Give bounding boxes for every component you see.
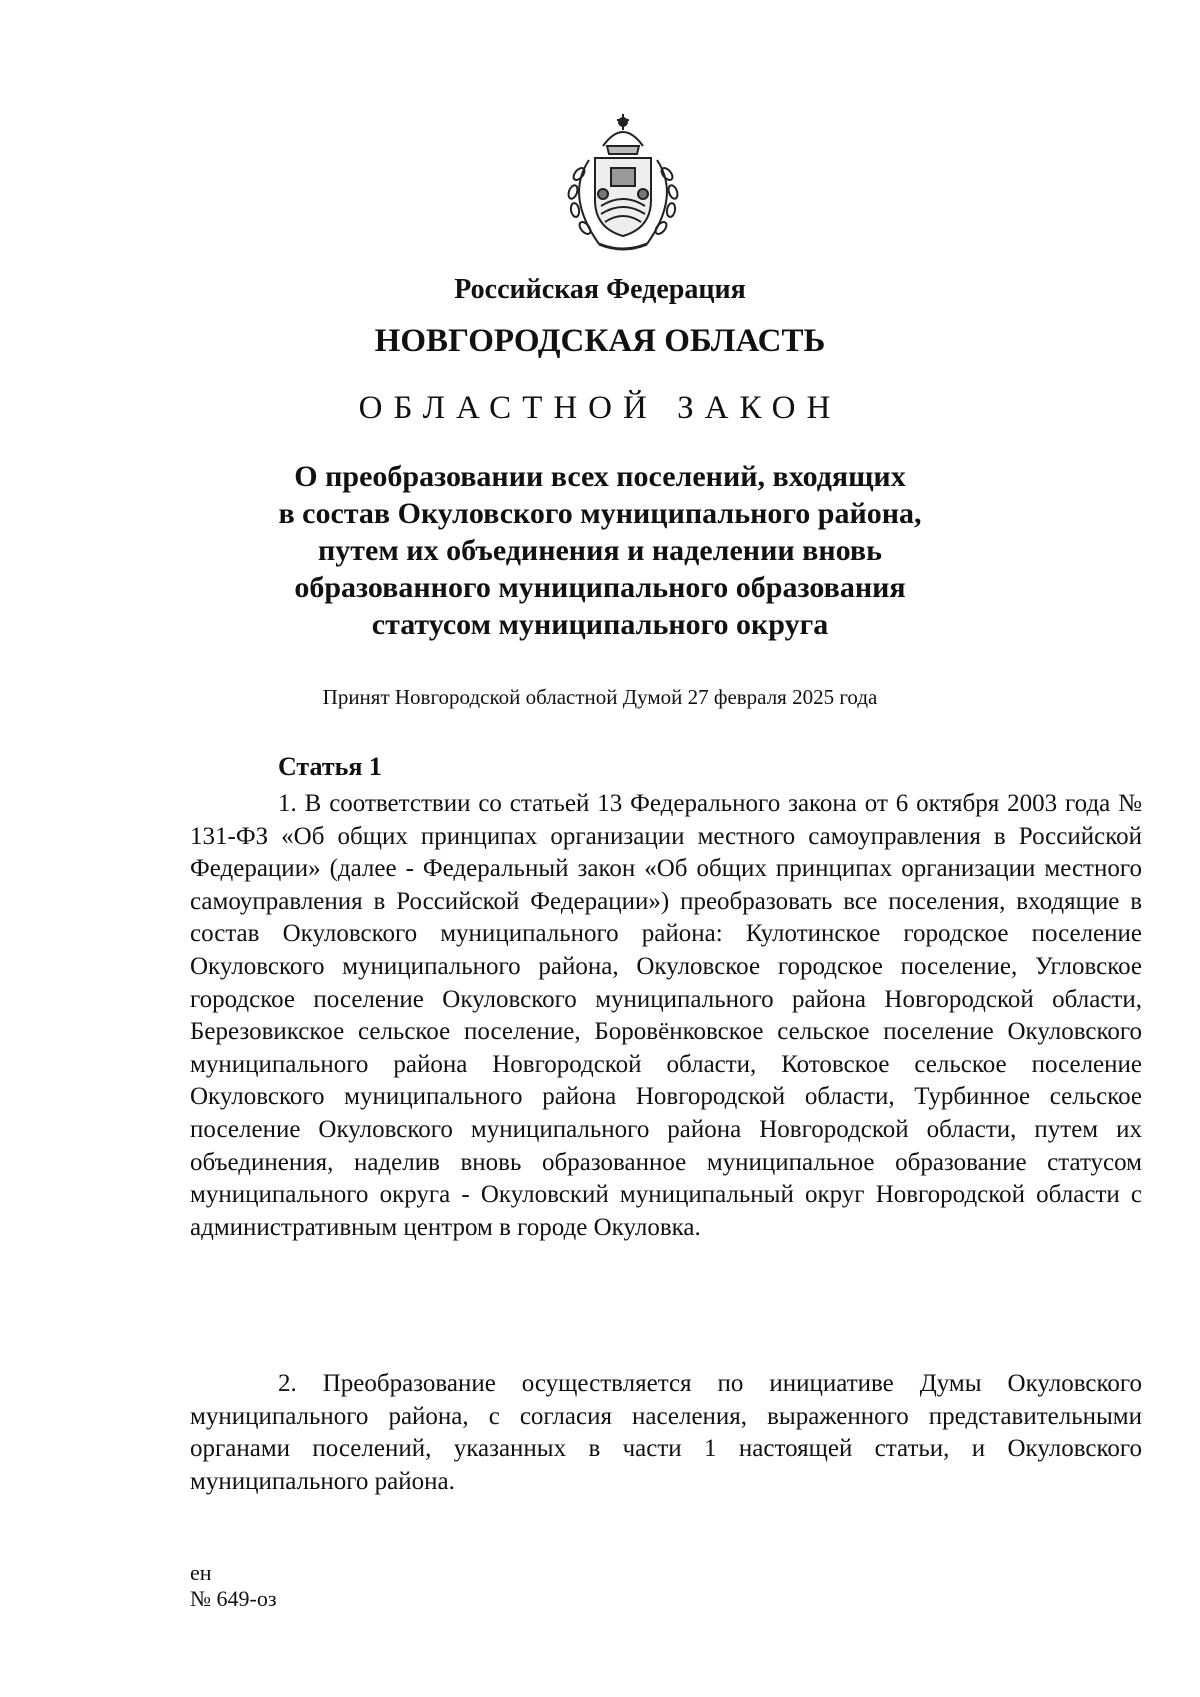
law-title <box>0 458 1200 643</box>
adoption-note: Принят Новгородской областной Думой 27 февраля 2025 года <box>322 685 878 709</box>
law-title-line: образованного муниципального образования <box>294 571 906 604</box>
law-title-line: в состав Окуловского муниципального района, <box>278 497 922 530</box>
coat-of-arms-emblem <box>551 108 696 258</box>
law-number: № 649-оз <box>190 1586 277 1611</box>
region-name: НОВГОРОДСКАЯ ОБЛАСТЬ <box>374 323 826 359</box>
law-type-heading: ОБЛАСТНОЙ ЗАКОН <box>358 390 842 426</box>
document-footer <box>190 1560 277 1612</box>
footer-initials: ен <box>190 1560 212 1585</box>
law-title-line: статусом муниципального округа <box>371 608 829 641</box>
article-paragraph-1 <box>190 788 1142 1244</box>
article-paragraph-2 <box>190 1368 1142 1498</box>
law-title-line: О преобразовании всех поселений, входящих <box>294 460 906 493</box>
law-title-line: путем их объединения и наделении вновь <box>318 534 882 567</box>
paragraph-text: 2. Преобразование осуществляется по инициативе Думы Окуловского муниципального района, с согласия населения, выраженного представительными органами поселений, указанных в части 1 настоящей статьи, и Окуловского муниципального района. <box>190 1370 1142 1495</box>
article-heading: Статья 1 <box>278 752 382 781</box>
federation-label: Российская Федерация <box>454 274 746 305</box>
paragraph-text: 1. В соответствии со статьей 13 Федерального закона от 6 октября 2003 года № 131-ФЗ «Об общих принципах организации местного самоуправления в Российской Федерации» (далее - Федеральный закон «Об общих принципах организации местного самоуправления в Российской Федерации») преобразовать все поселения, входящие в состав Окуловского муниципального района: Кулотинское городское поселение Окуловского муниципального района, Окуловское городское поселение, Угловское городское поселение Окуловского муниципального района Новгородской области, Березовикское сельское поселение, Боровёнковское сельское поселение Окуловского муниципального района Новгородской области, Котовское сельское поселение Окуловского муниципального района Новгородской области, Турбинное сельское поселение Окуловского муниципального района Новгородской области, путем их объединения, наделив вновь образованное муниципальное образование статусом муниципального округа - Окуловский муниципальный округ Новгородской области с административным центром в городе Окуловка. <box>190 790 1142 1241</box>
